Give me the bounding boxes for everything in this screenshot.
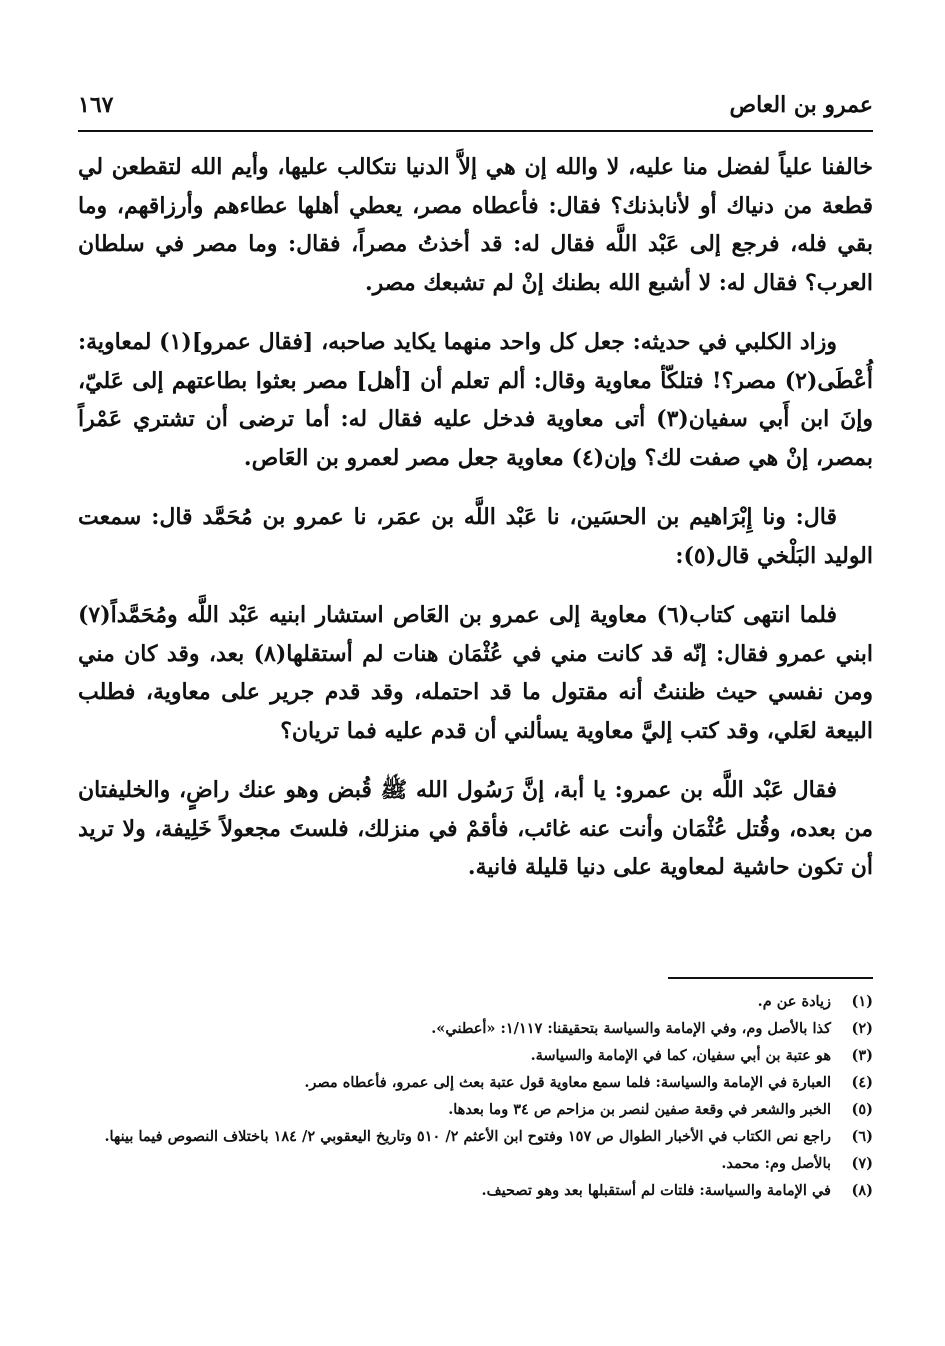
footnotes — [78, 988, 873, 1204]
footnote — [78, 1042, 873, 1069]
paragraph: وزاد الكلبي في حديثه: جعل كل واحد منهما يكايد صاحبه، [فقال عمرو](١) لمعاوية: أُعْطَى(٢) مصر؟! فتلكّأ معاوية وقال: ألم تعلم أن [أهل] مصر بعثوا بطاعتهم إلى عَليّ، وإنَ ابن أَبي سفيان(٣) أتى معاوية فدخل عليه فقال له: أما ترضى أن تشتري عَمْراً بمصر، إنْ هي صفت لك؟ وإن(٤) معاوية جعل مصر لعمرو بن العَاص. — [78, 329, 873, 471]
main-text — [78, 148, 873, 908]
footnote-text: الخبر والشعر في وقعة صفين لنصر بن مزاحم ص ٣٤ وما بعدها. — [448, 1101, 831, 1118]
footnote — [78, 1177, 873, 1204]
footnote-number: (٥) — [851, 1101, 873, 1118]
footnote-separator — [668, 977, 873, 979]
footnote-text: بالأصل وم: محمد. — [721, 1155, 831, 1172]
footnote-text: زيادة عن م. — [757, 993, 831, 1010]
footnote — [78, 1150, 873, 1177]
paragraph: قال: ونا إِبْرَاهيم بن الحسَين، نا عَبْد اللَّه بن عمَر، نا عمرو بن مُحَمَّد قال: سمعت الوليد البَلْخي قال(٥): — [78, 504, 873, 569]
page-number: ١٦٧ — [78, 92, 114, 118]
footnote — [78, 1096, 873, 1123]
footnote — [78, 988, 873, 1015]
footnote-number: (٧) — [851, 1155, 873, 1172]
footnote-text: العبارة في الإمامة والسياسة: فلما سمع معاوية قول عتبة بعث إلى عمرو، فأعطاه مصر. — [304, 1074, 831, 1091]
footnote — [78, 1123, 873, 1150]
running-title: عمرو بن العاص — [729, 92, 873, 118]
footnote-number: (٦) — [851, 1128, 873, 1145]
footnote-number: (٤) — [851, 1074, 873, 1091]
footnote — [78, 1069, 873, 1096]
footnote — [78, 1015, 873, 1042]
running-header — [78, 90, 873, 132]
footnote-text: راجع نص الكتاب في الأخبار الطوال ص ١٥٧ وفتوح ابن الأعثم ٢/ ٥١٠ وتاريخ اليعقوبي ٢/ ١٨٤ باختلاف النصوص فيما بينها. — [104, 1128, 831, 1145]
footnote-text: هو عتبة بن أبي سفيان، كما في الإمامة والسياسة. — [530, 1047, 831, 1064]
footnote-number: (٣) — [851, 1047, 873, 1064]
footnote-text: كذا بالأصل وم، وفي الإمامة والسياسة بتحقيقنا: ١/١١٧: «أعطني». — [431, 1020, 831, 1037]
footnote-number: (١) — [851, 993, 873, 1010]
paragraph: فلما انتهى كتاب(٦) معاوية إلى عمرو بن العَاص استشار ابنيه عَبْد اللَّه ومُحَمَّداً(٧) ابني عمرو فقال: إنّه قد كانت مني في عُثْمَان هنات لم أستقلها(٨) بعد، وقد كان مني ومن نفسي حيث ظننتُ أنه مقتول ما قد احتمله، وقد قدم جرير على معاوية، فطلب البيعة لعَلي، وقد كتب إليَّ معاوية يسألني أن قدم عليه فما تريان؟ — [78, 602, 873, 744]
paragraph: فقال عَبْد اللَّه بن عمرو: يا أبة، إنَّ رَسُول الله ﷺ قُبض وهو عنك راضٍ، والخليفتان من بعده، وقُتل عُثْمَان وأنت عنه غائب، فأقمْ في منزلك، فلستَ مجعولاً خَلِيفة، ولا تريد أن تكون حاشية لمعاوية على دنيا قليلة فانية. — [78, 777, 873, 880]
footnote-number: (٢) — [851, 1020, 873, 1037]
paragraph: خالفنا علياً لفضل منا عليه، لا والله إن هي إلاَّ الدنيا نتكالب عليها، وأيم الله لتقطعن لي قطعة من دنياك أو لأنابذنك؟ فقال: فأعطاه مصر، يعطي أهلها عطاءهم وأرزاقهم، وما بقي فله، فرجع إلى عَبْد اللَّه فقال له: قد أخذتُ مصراً، فقال: وما مصر في سلطان العرب؟ فقال له: لا أشبع الله بطنك إنْ لم تشبعك مصر. — [78, 154, 873, 296]
footnote-text: في الإمامة والسياسة: فلتات لم أستقبلها بعد وهو تصحيف. — [481, 1182, 831, 1199]
footnote-number: (٨) — [851, 1182, 873, 1199]
